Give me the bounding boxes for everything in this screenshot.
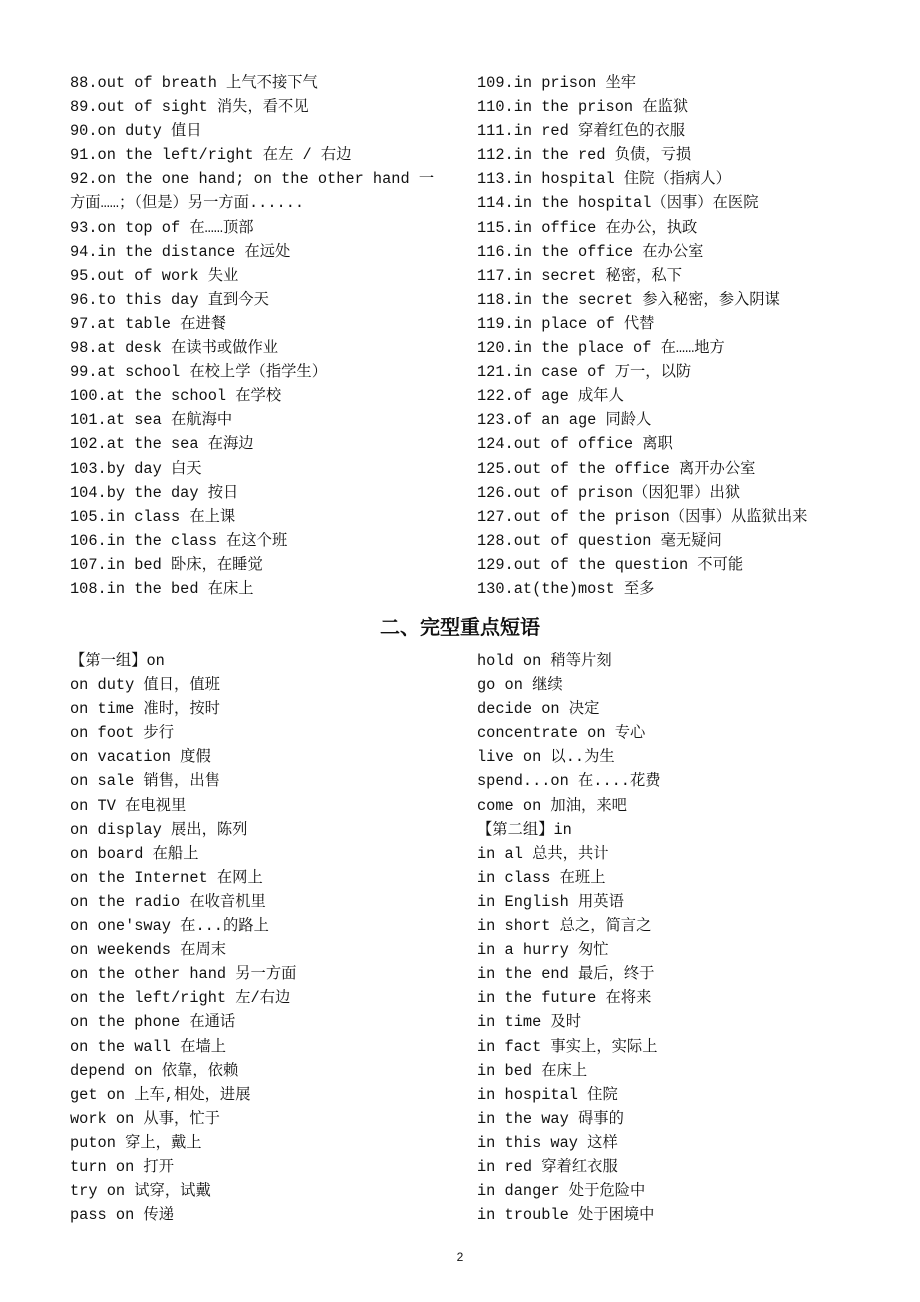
phrase-item: in the way 碍事的 — [477, 1109, 624, 1128]
phrase-item: in al 总共，共计 — [477, 844, 609, 863]
page-number: 2 — [456, 1250, 464, 1264]
phrase-item: 88.out of breath 上气不接下气 — [70, 74, 318, 92]
phrase-item: in the end 最后，终于 — [477, 965, 655, 984]
phrase-item: in hospital 住院 — [477, 1085, 618, 1104]
phrase-item: concentrate on 专心 — [477, 724, 646, 743]
phrase-item: on sale 销售，出售 — [70, 772, 220, 791]
phrase-item: 95.out of work 失业 — [70, 266, 239, 285]
phrase-item: in this way 这样 — [477, 1133, 618, 1152]
phrase-item: 121.in case of 万一，以防 — [477, 363, 692, 382]
phrase-item: in trouble 处于困境中 — [477, 1206, 655, 1225]
phrase-item: 91.on the left/right 在左 / 右边 — [70, 146, 352, 165]
section2-left-column — [70, 649, 296, 1227]
phrase-item: 99.at school 在校上学（指学生） — [70, 363, 328, 382]
phrase-item: on one'sway 在...的路上 — [70, 917, 269, 936]
phrase-item: 96.to this day 直到今天 — [70, 290, 269, 309]
phrase-item: on time 准时，按时 — [70, 700, 220, 719]
phrase-item: puton 穿上，戴上 — [70, 1133, 202, 1152]
phrase-item: 106.in the class 在这个班 — [70, 531, 288, 550]
phrase-item: on foot 步行 — [70, 724, 175, 743]
phrase-item: 119.in place of 代替 — [477, 314, 655, 333]
phrase-item: 120.in the place of 在……地方 — [477, 339, 725, 358]
phrase-item: on the wall 在墙上 — [70, 1037, 227, 1056]
section1-left-column — [70, 71, 434, 601]
phrase-item: 130.at(the)most 至多 — [477, 579, 655, 598]
phrase-item: 108.in the bed 在床上 — [70, 579, 254, 598]
phrase-item: in red 穿着红衣服 — [477, 1157, 618, 1176]
phrase-item: 123.of an age 同龄人 — [477, 411, 652, 430]
phrase-item: 128.out of question 毫无疑问 — [477, 531, 722, 550]
phrase-item: 104.by the day 按日 — [70, 483, 239, 502]
phrase-item: try on 试穿，试戴 — [70, 1182, 211, 1201]
phrase-item: turn on 打开 — [70, 1157, 175, 1176]
section-title: 二、完型重点短语 — [380, 615, 540, 639]
phrase-item: hold on 稍等片刻 — [477, 652, 612, 670]
phrase-item: 118.in the secret 参入秘密，参入阴谋 — [477, 290, 780, 309]
phrase-item: work on 从事，忙于 — [70, 1109, 220, 1128]
phrase-item: 方面……；（但是）另一方面...... — [70, 194, 305, 213]
phrase-item: depend on 依靠，依赖 — [70, 1061, 239, 1080]
phrase-item: 103.by day 白天 — [70, 459, 202, 478]
phrase-item: on duty 值日，值班 — [70, 676, 220, 695]
phrase-item: 109.in prison 坐牢 — [477, 74, 637, 92]
phrase-item: 111.in red 穿着红色的衣服 — [477, 122, 686, 141]
phrase-item: on the left/right 左/右边 — [70, 989, 291, 1008]
phrase-item: in danger 处于危险中 — [477, 1182, 646, 1201]
phrase-item: on the Internet 在网上 — [70, 868, 263, 887]
phrase-item: 【第二组】in — [477, 820, 572, 839]
phrase-item: in class 在班上 — [477, 868, 606, 887]
phrase-item: 115.in office 在办公，执政 — [477, 218, 698, 237]
phrase-item: go on 继续 — [477, 676, 563, 695]
phrase-item: 100.at the school 在学校 — [70, 387, 282, 406]
phrase-item: 102.at the sea 在海边 — [70, 435, 254, 454]
phrase-item: in the future 在将来 — [477, 989, 652, 1008]
phrase-item: 127.out of the prison（因事）从监狱出来 — [477, 507, 808, 526]
phrase-item: on the phone 在通话 — [70, 1013, 236, 1032]
phrase-item: 105.in class 在上课 — [70, 507, 236, 526]
phrase-item: get on 上车,相处，进展 — [70, 1085, 251, 1104]
phrase-item: 124.out of office 离职 — [477, 435, 673, 454]
phrase-item: 114.in the hospital（因事）在医院 — [477, 194, 759, 213]
phrase-item: in a hurry 匆忙 — [477, 941, 609, 960]
phrase-item: 90.on duty 值日 — [70, 122, 202, 141]
phrase-item: 110.in the prison 在监狱 — [477, 98, 689, 117]
phrase-item: 92.on the one hand; on the other hand 一 — [70, 170, 435, 189]
phrase-item: 126.out of prison（因犯罪）出狱 — [477, 483, 741, 502]
phrase-item: in English 用英语 — [477, 892, 624, 911]
phrase-item: 116.in the office 在办公室 — [477, 242, 704, 261]
phrase-item: 129.out of the question 不可能 — [477, 555, 744, 574]
phrase-item: on vacation 度假 — [70, 748, 211, 767]
phrase-item: 107.in bed 卧床，在睡觉 — [70, 555, 263, 574]
phrase-item: on TV 在电视里 — [70, 796, 187, 815]
phrase-item: pass on 传递 — [70, 1206, 175, 1225]
phrase-item: 97.at table 在进餐 — [70, 314, 227, 333]
section1-right-column — [477, 71, 807, 601]
phrase-item: on the other hand 另一方面 — [70, 965, 297, 984]
phrase-item: 101.at sea 在航海中 — [70, 411, 233, 430]
phrase-item: in time 及时 — [477, 1013, 582, 1032]
section2-right-column — [477, 649, 661, 1227]
phrase-item: in fact 事实上，实际上 — [477, 1037, 658, 1056]
phrase-item: 89.out of sight 消失，看不见 — [70, 98, 309, 117]
phrase-item: 117.in secret 秘密，私下 — [477, 266, 682, 285]
phrase-item: 113.in hospital 住院（指病人） — [477, 170, 731, 189]
phrase-item: 93.on top of 在……顶部 — [70, 218, 254, 237]
phrase-item: on board 在船上 — [70, 844, 199, 863]
phrase-item: come on 加油，来吧 — [477, 796, 627, 815]
phrase-item: 【第一组】on — [70, 652, 165, 670]
phrase-item: 122.of age 成年人 — [477, 387, 624, 406]
phrase-item: on the radio 在收音机里 — [70, 892, 266, 911]
phrase-item: decide on 决定 — [477, 700, 600, 719]
phrase-item: in short 总之，简言之 — [477, 917, 652, 936]
phrase-item: spend...on 在....花费 — [477, 772, 661, 791]
phrase-item: 94.in the distance 在远处 — [70, 242, 291, 261]
phrase-item: 125.out of the office 离开办公室 — [477, 459, 756, 478]
phrase-item: in bed 在床上 — [477, 1061, 588, 1080]
phrase-item: 98.at desk 在读书或做作业 — [70, 339, 279, 358]
phrase-item: live on 以..为生 — [477, 748, 615, 767]
phrase-item: on display 展出，陈列 — [70, 820, 248, 839]
phrase-item: on weekends 在周末 — [70, 941, 227, 960]
phrase-item: 112.in the red 负债，亏损 — [477, 146, 692, 165]
